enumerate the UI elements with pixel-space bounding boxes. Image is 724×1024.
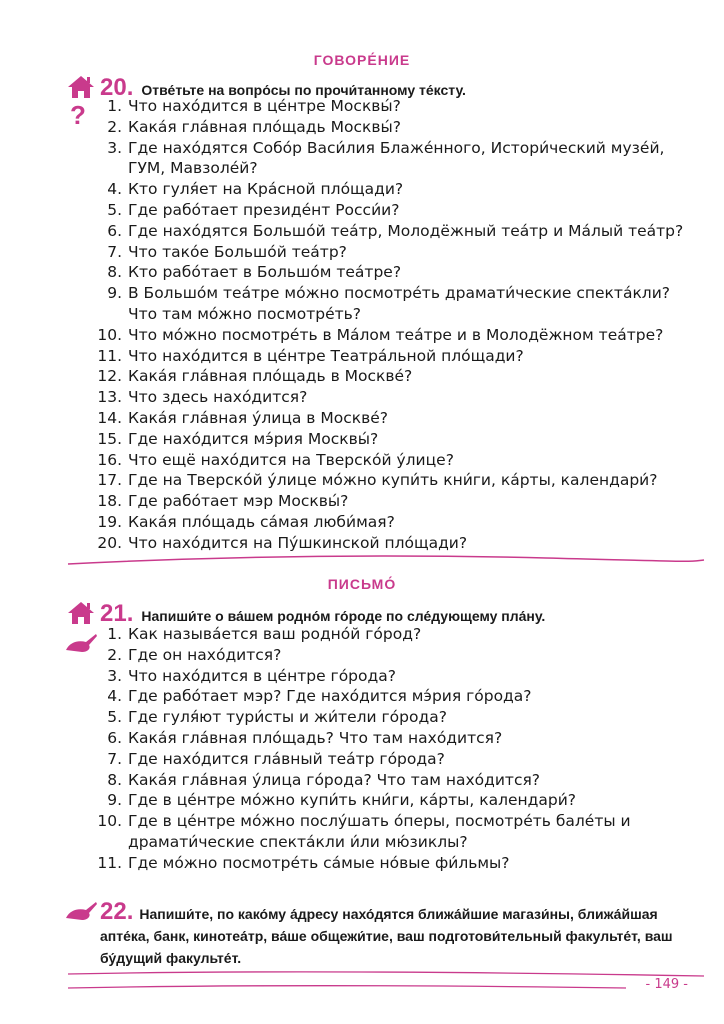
speaking-question-list	[92, 96, 692, 554]
section-title-writing: ПИСЬМО́	[327, 576, 397, 592]
question-number: 11.	[97, 346, 122, 365]
question-item	[92, 96, 692, 117]
question-item	[92, 666, 652, 687]
question-item	[92, 645, 652, 666]
question-item	[92, 811, 652, 853]
question-mark-icon: ?	[70, 100, 86, 130]
question-number: 16.	[97, 450, 122, 469]
question-item	[92, 346, 692, 367]
question-text: Где нахо́дятся Собо́р Васи́лия Блаже́нного, Истори́ческий музе́й, ГУМ, Мавзоле́й?	[128, 138, 665, 178]
question-text: Что здесь нахо́дится?	[128, 388, 308, 407]
question-text: Как называ́ется ваш родно́й го́род?	[128, 625, 422, 643]
question-text: Что нахо́дится на Пу́шкинской пло́щади?	[128, 533, 468, 552]
question-text: Кака́я гла́вная у́лица го́рода? Что там нахо́дится?	[128, 770, 541, 789]
question-text: Где в це́нтре мо́жно послу́шать о́перы, посмотре́ть бале́ты и драмати́ческие спекта́кли и́ли мю́зиклы?	[128, 812, 631, 851]
question-number: 11.	[97, 853, 122, 872]
question-number: 19.	[97, 512, 122, 531]
question-text: Кака́я гла́вная пло́щадь? Что там нахо́дится?	[128, 728, 503, 747]
question-number: 2.	[107, 645, 122, 664]
question-item	[92, 325, 692, 346]
exercise-number: 20.	[100, 74, 134, 101]
question-item	[92, 512, 692, 533]
question-text: Кака́я гла́вная пло́щадь Москвы́?	[128, 117, 401, 136]
question-text: Где гуля́ют тури́сты и жи́тели го́рода?	[128, 708, 447, 727]
question-item	[92, 117, 692, 138]
footer-divider	[66, 968, 706, 992]
question-item	[92, 533, 692, 554]
question-number: 14.	[97, 408, 122, 427]
question-item	[92, 262, 692, 283]
question-item	[92, 790, 652, 811]
question-number: 9.	[107, 284, 122, 303]
question-number: 5.	[107, 200, 122, 219]
question-number: 6.	[107, 728, 122, 747]
question-item	[92, 624, 652, 645]
question-number: 4.	[107, 180, 122, 199]
question-text: Кто рабо́тает в Большо́м теа́тре?	[128, 263, 402, 282]
question-text: Что нахо́дится в це́нтре Театра́льной пло́щади?	[128, 346, 524, 365]
question-item	[92, 470, 692, 491]
question-item	[92, 387, 692, 408]
question-number: 10.	[97, 325, 122, 344]
question-number: 8.	[107, 770, 122, 789]
question-item	[92, 242, 692, 263]
question-text: Где мо́жно посмотре́ть са́мые но́вые фи́льмы?	[128, 853, 510, 872]
page-number: - 149 -	[645, 977, 688, 992]
section-divider	[66, 552, 706, 568]
question-number: 6.	[107, 221, 122, 240]
question-text: Где на Тверско́й у́лице мо́жно купи́ть кни́ги, ка́рты, календари́?	[128, 471, 658, 490]
question-text: Где нахо́дится гла́вный теа́тр го́рода?	[128, 749, 445, 768]
question-item	[92, 200, 692, 221]
question-number: 9.	[107, 791, 122, 810]
question-number: 15.	[97, 429, 122, 448]
question-text: Что нахо́дится в це́нтре Москвы́?	[128, 97, 401, 115]
question-text: Кто гуля́ет на Кра́сной пло́щади?	[128, 180, 404, 199]
section-title-speaking: ГОВОРЕ́НИЕ	[313, 52, 411, 68]
question-item	[92, 429, 692, 450]
question-item	[92, 138, 692, 180]
question-text: Где нахо́дятся Большо́й теа́тр, Молодёжный теа́тр и Ма́лый теа́тр?	[128, 221, 684, 240]
question-text: Что тако́е Большо́й теа́тр?	[128, 242, 347, 261]
question-text: Где рабо́тает мэр? Где нахо́дится мэ́рия го́рода?	[128, 687, 532, 706]
question-item	[92, 707, 652, 728]
question-number: 3.	[107, 666, 122, 685]
question-text: Где рабо́тает президе́нт Росси́и?	[128, 200, 400, 219]
question-number: 1.	[107, 625, 122, 643]
question-number: 18.	[97, 492, 122, 511]
question-number: 5.	[107, 708, 122, 727]
question-item	[92, 408, 692, 429]
question-text: Что мо́жно посмотре́ть в Ма́лом теа́тре и в Молодёжном теа́тре?	[128, 325, 664, 344]
question-text: Где в це́нтре мо́жно купи́ть кни́ги, ка́рты, календари́?	[128, 791, 577, 810]
exercise-task: Напиши́те, по како́му а́дресу нахо́дятся ближа́йшие магази́ны, ближа́йшая апте́ка, банк, кинотеа́тр, ва́ше общежи́тие, ваш подготови́тельный факульте́т, ваш бу́дущий факульте́т.	[100, 906, 673, 966]
question-text: Что нахо́дится в це́нтре го́рода?	[128, 666, 396, 685]
question-text: В Большо́м теа́тре мо́жно посмотре́ть драмати́ческие спекта́кли? Что там мо́жно посмотре́ть?	[128, 284, 671, 323]
question-text: Кака́я гла́вная у́лица в Москве́?	[128, 408, 389, 427]
question-text: Где нахо́дится мэ́рия Москвы́?	[128, 429, 379, 448]
question-item	[92, 749, 652, 770]
question-number: 20.	[97, 533, 122, 552]
question-item	[92, 283, 692, 325]
question-number: 8.	[107, 263, 122, 282]
question-text: Что ещё нахо́дится на Тверско́й у́лице?	[128, 450, 454, 469]
exercise-number: 21.	[100, 600, 134, 627]
writing-question-list	[92, 624, 652, 874]
question-item	[92, 366, 692, 387]
question-text: Кака́я гла́вная пло́щадь в Москве́?	[128, 367, 413, 386]
question-item	[92, 179, 692, 200]
question-text: Кака́я пло́щадь са́мая люби́мая?	[128, 512, 395, 531]
question-item	[92, 491, 692, 512]
question-item	[92, 728, 652, 749]
question-item	[92, 853, 652, 874]
question-number: 13.	[97, 388, 122, 407]
question-item	[92, 450, 692, 471]
question-number: 7.	[107, 749, 122, 768]
question-item	[92, 221, 692, 242]
exercise-22	[100, 898, 700, 969]
question-text: Где рабо́тает мэр Москвы́?	[128, 492, 349, 511]
question-item	[92, 686, 652, 707]
writing-hand-icon	[64, 898, 98, 922]
question-number: 2.	[107, 117, 122, 136]
question-number: 3.	[107, 138, 122, 157]
question-item	[92, 770, 652, 791]
question-number: 1.	[107, 97, 122, 115]
exercise-task: Напиши́те о ва́шем родно́м го́роде по сле́дующему пла́ну.	[141, 608, 546, 624]
exercise-number: 22.	[100, 898, 134, 925]
question-number: 4.	[107, 687, 122, 706]
question-number: 12.	[97, 367, 122, 386]
question-number: 17.	[97, 471, 122, 490]
question-text: Где он нахо́дится?	[128, 645, 282, 664]
question-number: 7.	[107, 242, 122, 261]
question-number: 10.	[97, 812, 122, 831]
exercise-task: Отве́тьте на вопро́сы по прочи́танному те́ксту.	[141, 82, 466, 98]
